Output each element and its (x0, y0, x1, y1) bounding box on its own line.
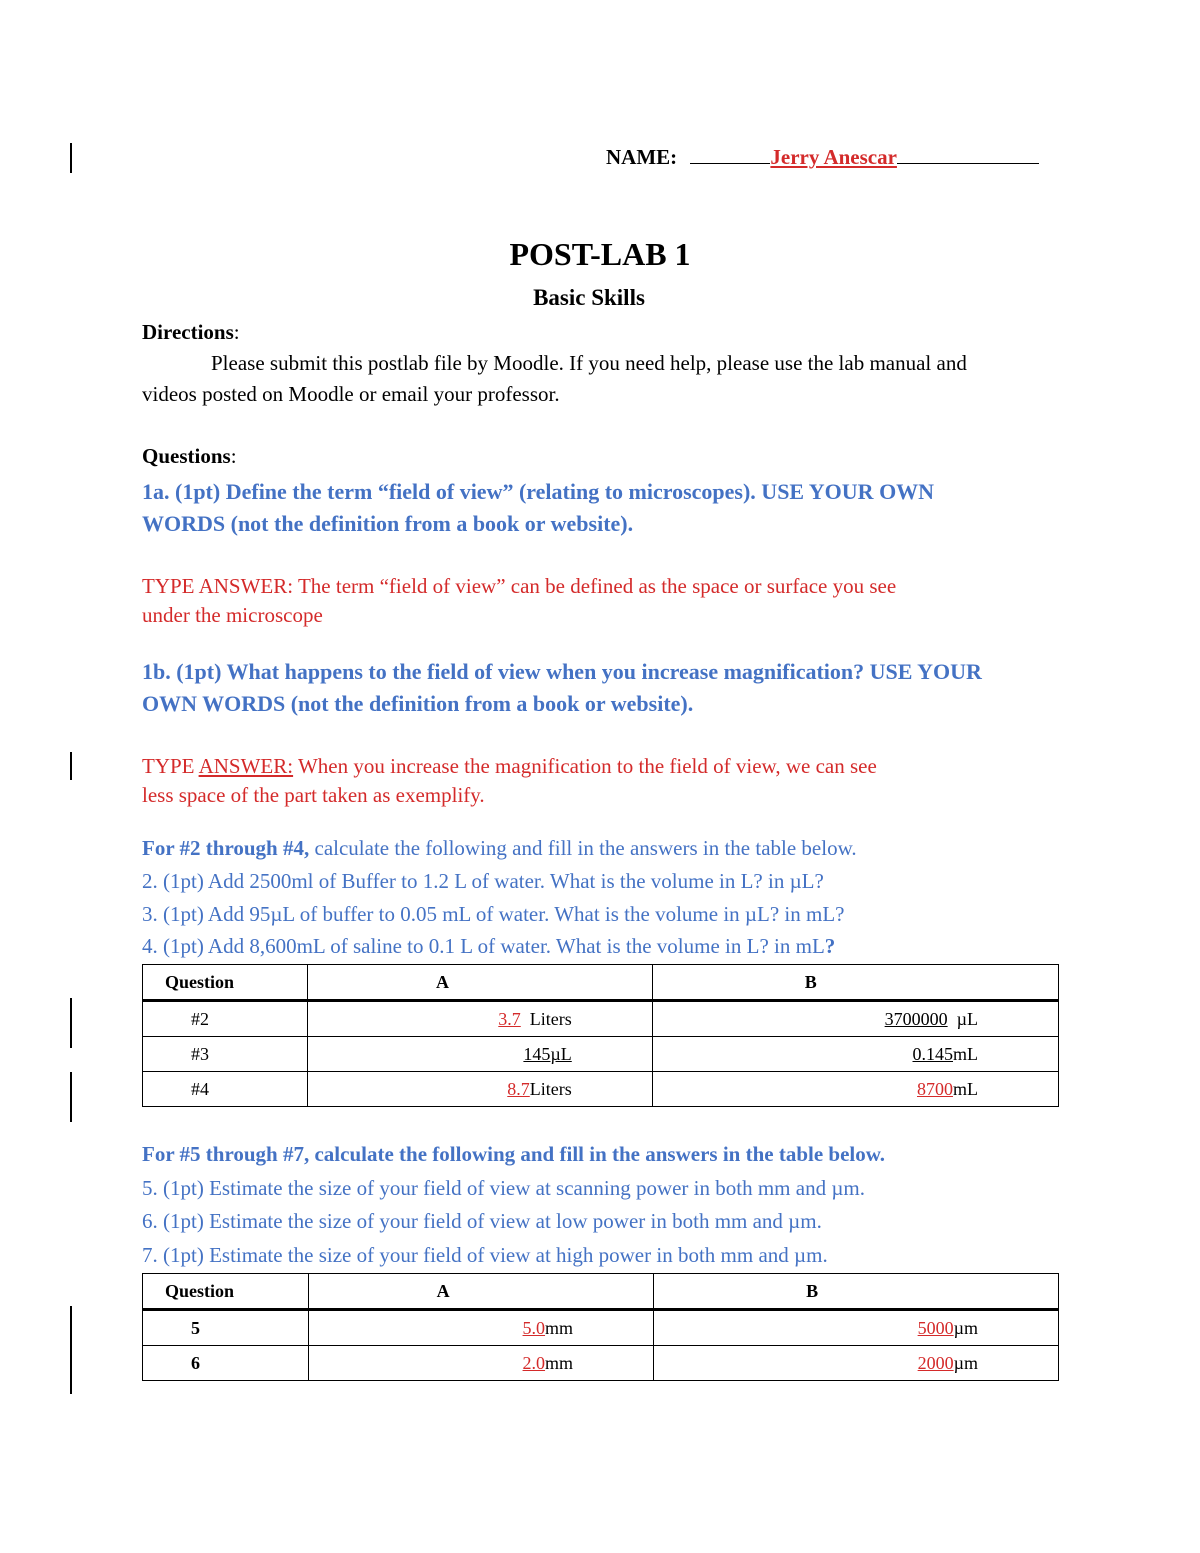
name-line (606, 143, 1039, 170)
page-title: POST-LAB 1 (509, 236, 691, 272)
name-value[interactable]: Jerry Anescar (770, 145, 897, 169)
header-a: A (308, 1274, 653, 1310)
question-1a-line-2: WORDS (not the definition from a book or website). (142, 511, 634, 536)
question-5: 5. (1pt) Estimate the size of your field of view at scanning power in both mm and µm. (142, 1176, 866, 1200)
header-b: B (654, 1274, 1059, 1310)
change-bar (70, 1306, 72, 1394)
answer-cell-b[interactable] (654, 1310, 1059, 1346)
answers-table-2 (142, 1273, 1059, 1381)
section-2-intro-text: calculate the following and fill in the answers in the table below. (309, 836, 857, 860)
question-3: 3. (1pt) Add 95µL of buffer to 0.05 mL of water. What is the volume in µL? in mL? (142, 902, 845, 926)
answer-1b-text: When you increase the magnification to the field of view, we can see (293, 754, 877, 778)
table-row (143, 1001, 1059, 1037)
row-question: #3 (143, 1037, 308, 1072)
directions-line-1: Please submit this postlab file by Moodle. If you need help, please use the lab manual and (211, 351, 967, 375)
table-row (143, 1346, 1059, 1381)
question-6: 6. (1pt) Estimate the size of your field of view at low power in both mm and µm. (142, 1209, 822, 1233)
answer-value: 2000 (917, 1352, 954, 1373)
question-4-text: 4. (1pt) Add 8,600mL of saline to 0.1 L of water. What is the volume in L? in mL (142, 934, 825, 958)
header-question: Question (143, 965, 308, 1001)
answer-cell-b[interactable] (654, 1346, 1059, 1381)
answer-value: 8700 (917, 1078, 953, 1099)
answer-value: 8.7 (507, 1078, 530, 1099)
answer-value: 5.0 (522, 1317, 546, 1338)
questions-heading (142, 441, 237, 472)
section-2-intro-bold: For #2 through #4, (142, 836, 310, 860)
answer-cell-b[interactable] (652, 1037, 1058, 1072)
answer-unit: Liters (520, 1008, 572, 1029)
header-a: A (307, 965, 652, 1001)
answer-unit: mm (545, 1317, 574, 1338)
answer-cell-a[interactable] (308, 1310, 653, 1346)
table-header-row (143, 965, 1059, 1001)
answer-value: 2.0 (522, 1352, 546, 1373)
question-1b-line-2: OWN WORDS (not the definition from a book or website). (142, 691, 694, 716)
answers-table-1 (142, 964, 1059, 1107)
row-question: 6 (143, 1346, 309, 1381)
header-question: Question (143, 1274, 309, 1310)
answer-1a-line-1[interactable]: TYPE ANSWER: The term “field of view” can be defined as the space or surface you see (142, 574, 897, 598)
answer-cell-a[interactable] (307, 1037, 652, 1072)
section-2-intro (142, 833, 857, 864)
answer-cell-b[interactable] (652, 1001, 1058, 1037)
question-7: 7. (1pt) Estimate the size of your field of view at high power in both mm and µm. (142, 1243, 828, 1267)
blank-underline (690, 143, 770, 164)
answer-unit: mL (953, 1078, 978, 1099)
answer-1b-prefix: TYPE (142, 754, 199, 778)
answer-unit: mL (953, 1043, 978, 1064)
table-row (143, 1037, 1059, 1072)
change-bar (70, 1072, 72, 1122)
answer-unit: mm (545, 1352, 574, 1373)
header-b: B (652, 965, 1058, 1001)
answer-value: 3700000 (884, 1008, 948, 1029)
answer-cell-b[interactable] (652, 1072, 1058, 1107)
questions-colon: : (230, 444, 237, 468)
directions-label: Directions (142, 320, 234, 344)
directions-colon: : (233, 320, 240, 344)
answer-value: 145µL (523, 1043, 572, 1064)
question-2: 2. (1pt) Add 2500ml of Buffer to 1.2 L of water. What is the volume in L? in µL? (142, 869, 824, 893)
question-4 (142, 931, 835, 962)
table-row (143, 1310, 1059, 1346)
answer-unit: µm (953, 1352, 978, 1373)
questions-label: Questions (142, 444, 231, 468)
row-question: #4 (143, 1072, 308, 1107)
answer-1b-line-1[interactable] (142, 751, 877, 782)
answer-cell-a[interactable] (308, 1346, 653, 1381)
answer-value: 3.7 (498, 1008, 521, 1029)
answer-cell-a[interactable] (307, 1001, 652, 1037)
row-question: #2 (143, 1001, 308, 1037)
page-subtitle: Basic Skills (533, 285, 645, 310)
answer-unit: µL (947, 1008, 978, 1029)
answer-1b-line-2[interactable]: less space of the part taken as exemplify. (142, 783, 485, 807)
name-label: NAME: (606, 145, 678, 169)
question-4-mark: ? (824, 934, 836, 958)
answer-unit: µm (953, 1317, 978, 1338)
answer-unit: Liters (529, 1078, 572, 1099)
answer-1b-label: ANSWER: (198, 754, 294, 778)
table-header-row (143, 1274, 1059, 1310)
change-bar (70, 143, 72, 173)
answer-value: 0.145 (912, 1043, 953, 1064)
question-1b-line-1: 1b. (1pt) What happens to the field of view when you increase magnification? USE YOUR (142, 659, 982, 684)
blank-underline (897, 143, 1039, 164)
section-3-intro: For #5 through #7, calculate the following and fill in the answers in the table below. (142, 1142, 885, 1166)
directions-line-2: videos posted on Moodle or email your professor. (142, 382, 560, 406)
answer-value: 5000 (917, 1317, 954, 1338)
table-row (143, 1072, 1059, 1107)
change-bar (70, 998, 72, 1048)
answer-1a-line-2[interactable]: under the microscope (142, 603, 323, 627)
answer-cell-a[interactable] (307, 1072, 652, 1107)
question-1a-line-1: 1a. (1pt) Define the term “field of view” (relating to microscopes). USE YOUR OWN (142, 479, 935, 504)
change-bar (70, 752, 72, 780)
directions-heading (142, 317, 240, 348)
row-question: 5 (143, 1310, 309, 1346)
